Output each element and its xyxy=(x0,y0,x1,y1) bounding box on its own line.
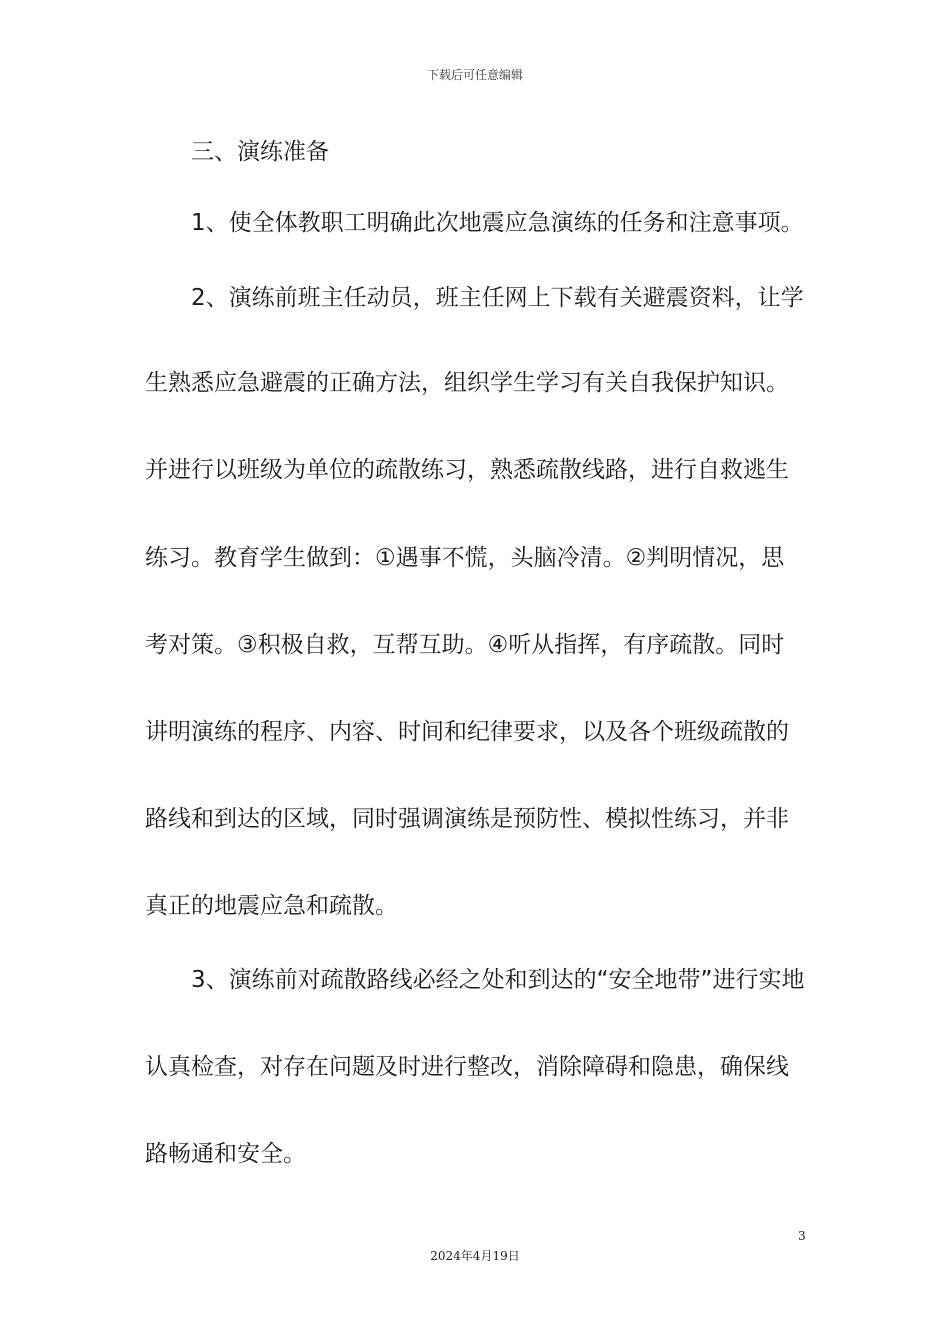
section-heading: 三、演练准备 xyxy=(191,139,329,165)
header-note: 下载后可任意编辑 xyxy=(426,68,523,82)
paragraph-line: 路线和到达的区域，同时强调演练是预防性、模拟性练习，并非 xyxy=(145,806,789,832)
page-number: 3 xyxy=(798,1229,806,1243)
paragraph-line: 讲明演练的程序、内容、时间和纪律要求，以及各个班级疏散的 xyxy=(145,719,789,745)
paragraph-line: 路畅通和安全。 xyxy=(145,1141,306,1167)
paragraph-line: 考对策。③积极自救，互帮互助。④听从指挥，有序疏散。同时 xyxy=(145,632,785,658)
paragraph-line: 认真检查，对存在问题及时进行整改，消除障碍和隐患，确保线 xyxy=(145,1054,789,1080)
paragraph-line: 1、使全体教职工明确此次地震应急演练的任务和注意事项。 xyxy=(191,210,804,236)
paragraph-line: 练习。教育学生做到：①遇事不慌，头脑冷清。②判明情况，思 xyxy=(145,545,785,571)
paragraph-line: 生熟悉应急避震的正确方法，组织学生学习有关自我保护知识。 xyxy=(145,370,789,396)
paragraph-line: 并进行以班级为单位的疏散练习，熟悉疏散线路，进行自救逃生 xyxy=(145,457,789,483)
paragraph-line: 真正的地震应急和疏散。 xyxy=(145,893,398,919)
footer-date: 2024年4月19日 xyxy=(430,1249,520,1263)
paragraph-line: 2、演练前班主任动员，班主任网上下载有关避震资料，让学 xyxy=(191,285,804,311)
paragraph-line: 3、演练前对疏散路线必经之处和到达的“安全地带”进行实地 xyxy=(191,967,805,993)
